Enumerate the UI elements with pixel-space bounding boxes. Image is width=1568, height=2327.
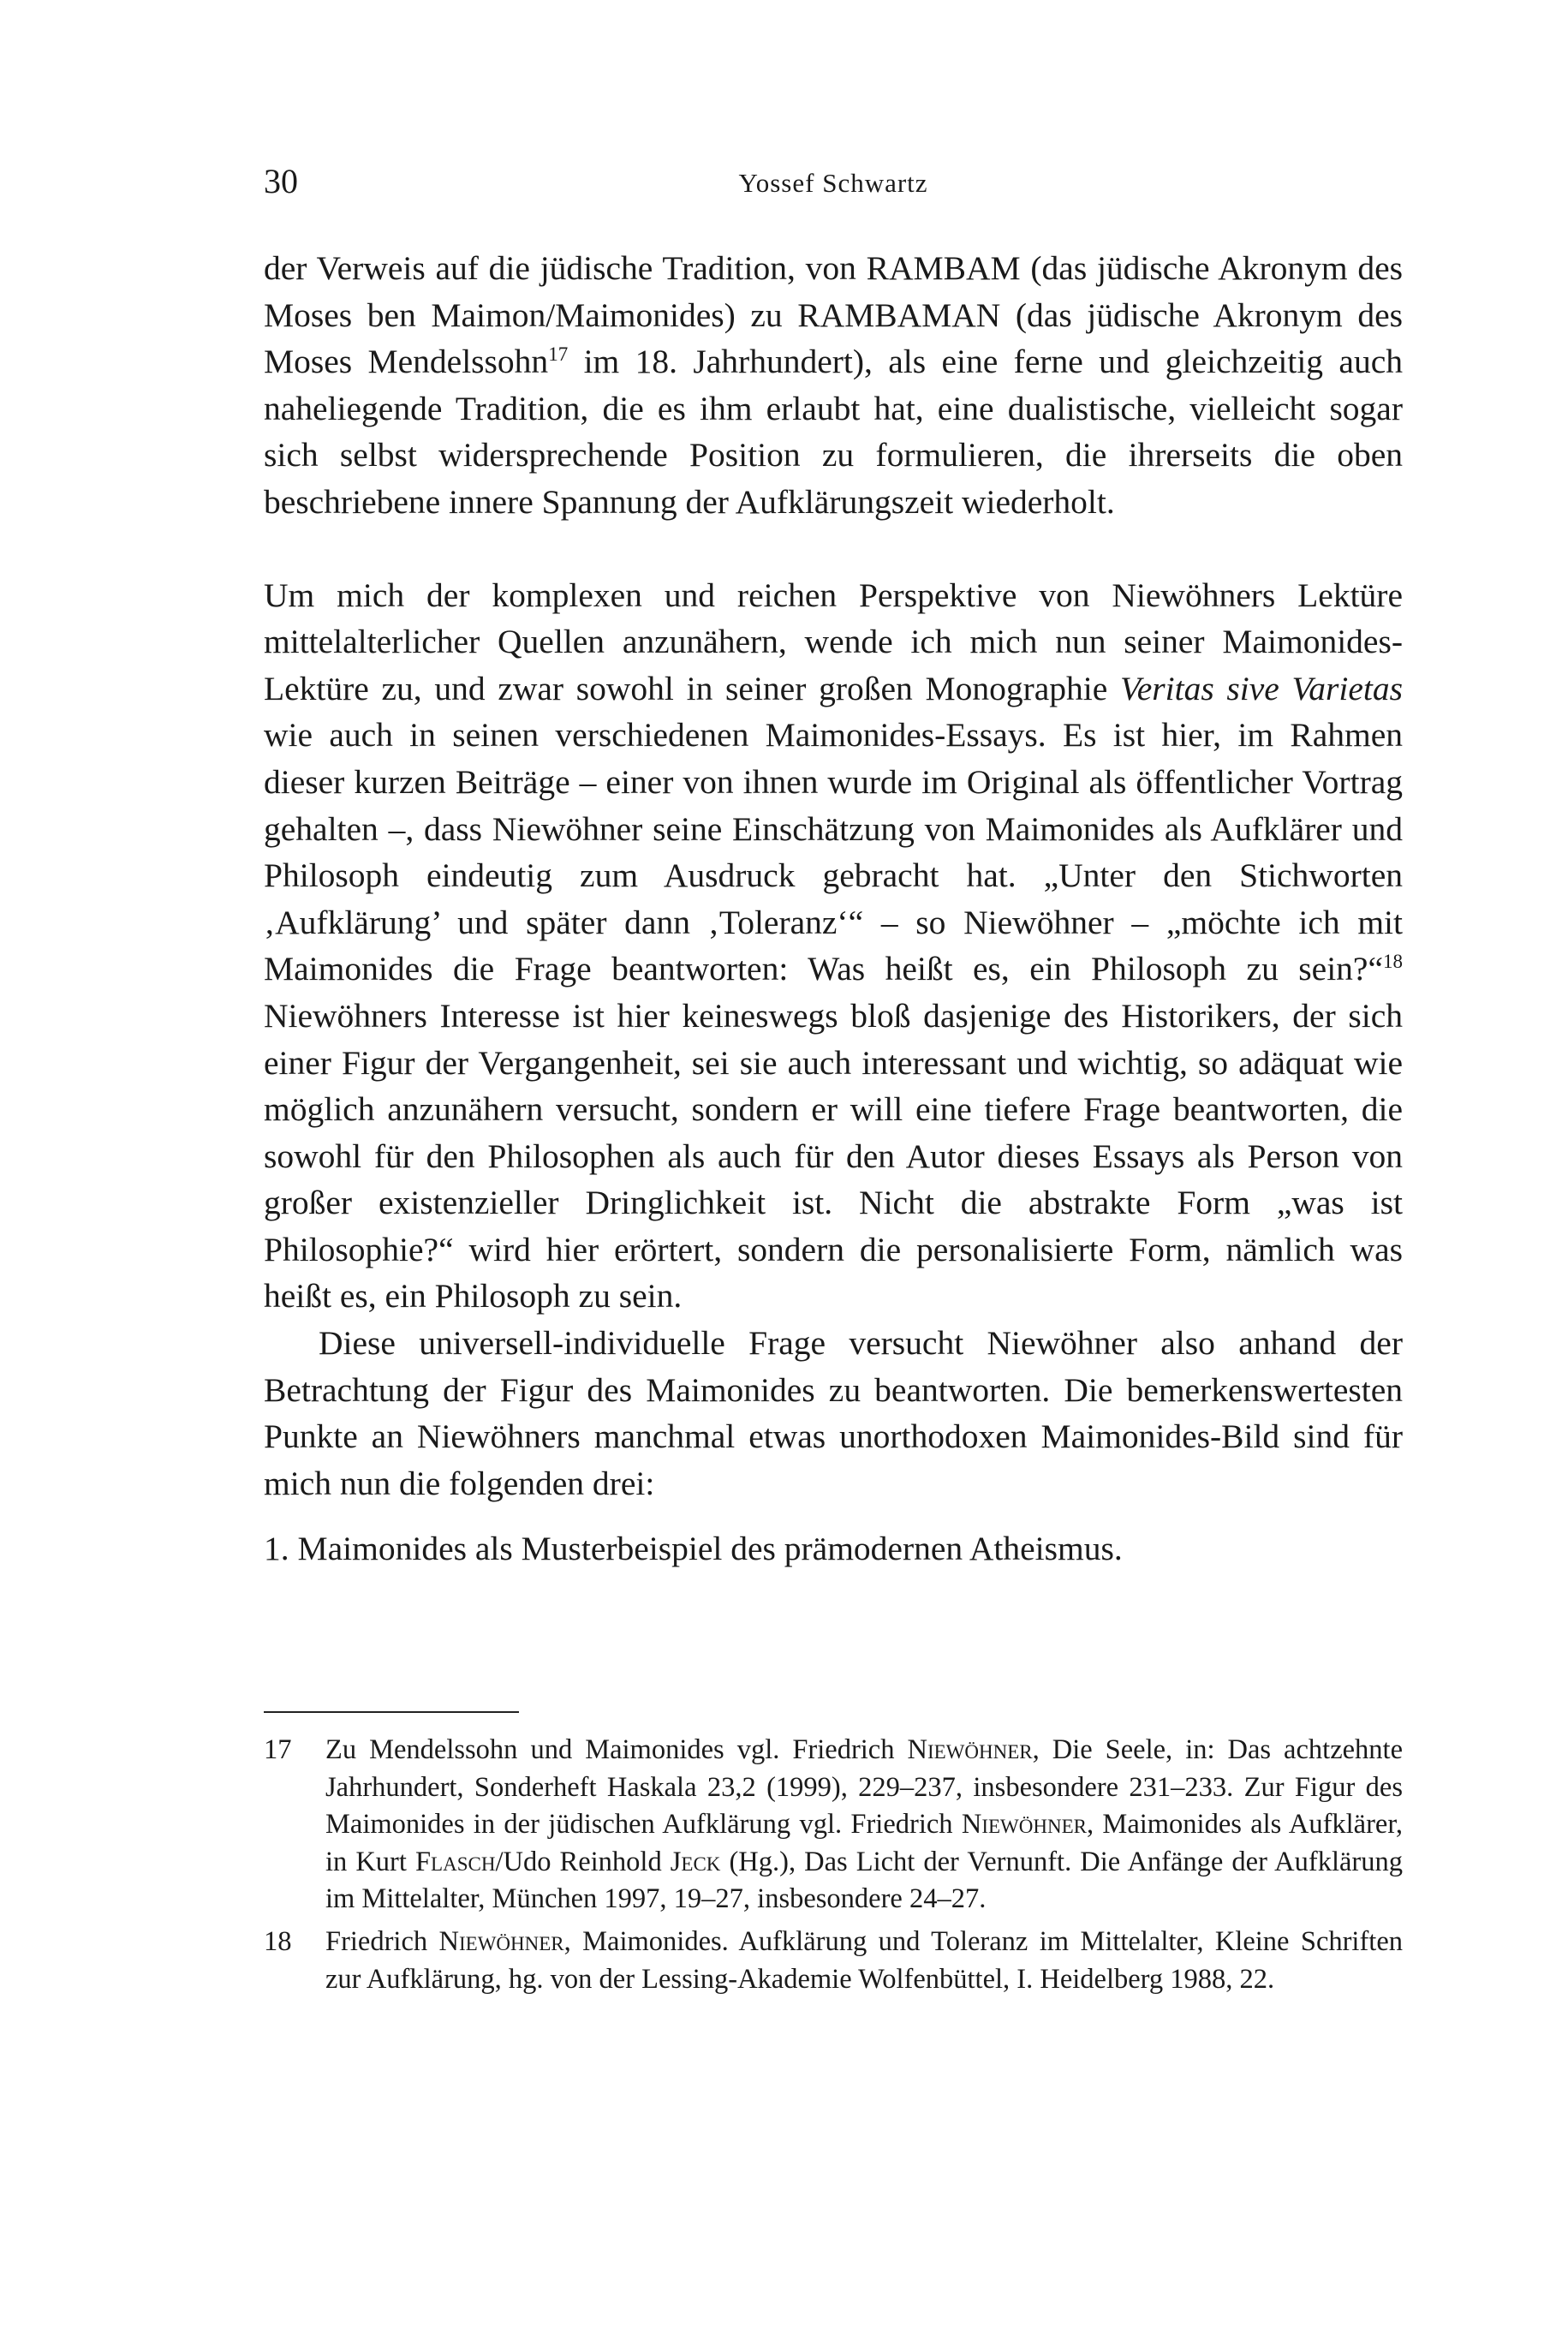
footnotes xyxy=(264,1732,1403,2003)
running-head: Yossef Schwartz xyxy=(738,168,928,198)
author-name: Jeck xyxy=(670,1846,721,1877)
paragraph-2 xyxy=(264,572,1403,1321)
footnote-17 xyxy=(264,1732,1403,1918)
paragraph-2-text-a: Um mich der komplexen und reichen Perspektive von Niewöhners Lektüre mittelalterlicher Quellen anzunähern, wende ich mich nun seiner Maimonides-Lektüre zu, und zwar sowohl in seiner großen Monographie xyxy=(264,576,1403,707)
author-name: Niewöhner xyxy=(438,1925,564,1957)
footnote-17-part-5: (Hg.), Das Licht der Vernunft. Die Anfänge der Aufklärung im Mittelalter, München 1997, 19–27, insbesondere 24–27. xyxy=(325,1846,1403,1915)
list-item-1: 1. Maimonides als Musterbeispiel des prämodernen Atheismus. xyxy=(264,1530,1123,1568)
page-number: 30 xyxy=(264,162,298,200)
paragraph-1-text-a: der Verweis auf die jüdische Tradition, von RAMBAM (das jüdische Akronym des Moses ben Maimon/Maimonides) zu RAMBAMAN (das jüdische Akronym des Moses Mendelssohn xyxy=(264,249,1403,381)
paragraph-3: Diese universell-individuelle Frage versucht Niewöhner also anhand der Betrachtung der Figur des Maimonides zu beantworten. Die bemerkenswertesten Punkte an Niewöhners manchmal etwas unorthodoxen Maimonides-Bild sind für mich nun die folgenden drei: xyxy=(264,1324,1403,1502)
footnote-18 xyxy=(264,1924,1403,1998)
footnote-separator xyxy=(264,1711,519,1713)
footnote-ref-17: 17 xyxy=(548,343,569,366)
footnote-17-part-1: Zu Mendelssohn und Maimonides vgl. Friedrich xyxy=(325,1734,908,1765)
paragraph-1 xyxy=(264,245,1403,526)
footnote-text xyxy=(325,1924,1403,1998)
author-name: Niewöhner xyxy=(961,1809,1087,1841)
footnote-text xyxy=(325,1732,1403,1918)
footnote-ref-18: 18 xyxy=(1383,951,1403,973)
footnote-number: 18 xyxy=(264,1925,292,1957)
footnote-17-part-4: /Udo Reinhold xyxy=(495,1846,671,1877)
paragraph-1-text-b: im 18. Jahrhundert), als eine ferne und gleichzeitig auch naheliegende Tradition, die es ihm erlaubt hat, eine dualistische, vielleicht sogar sich selbst widersprechende Position zu formulieren, die ihrerseits die oben beschriebene innere Spannung der Aufklärungszeit wiederholt. xyxy=(264,343,1403,521)
footnote-number: 17 xyxy=(264,1734,292,1765)
book-title-veritas: Veritas sive Varietas xyxy=(1119,669,1404,707)
footnote-17-part-3: , Maimonides als Aufklärer, in Kurt xyxy=(325,1809,1404,1877)
author-name: Niewöhner xyxy=(907,1734,1033,1765)
footnote-18-part-1: Friedrich xyxy=(325,1925,439,1957)
paragraph-2-text-b: wie auch in seinen verschiedenen Maimonides-Essays. Es ist hier, im Rahmen dieser kurzen Beiträge – einer von ihnen wurde im Original als öffentlicher Vortrag gehalten –, dass Niewöhner seine Einschätzung von Maimonides als Aufklärer und Philosoph eindeutig zum Ausdruck gebracht hat. „Unter den Stichworten ‚Aufklärung’ und später dann ‚Toleranz‘“ – so Niewöhner – „möchte ich mit Maimonides die Frage beantworten: Was heißt es, ein Philosoph zu sein?“ xyxy=(264,716,1403,988)
footnote-17-part-2: , Die Seele, in: Das achtzehnte Jahrhundert, Sonderheft Haskala 23,2 (1999), 229–237, insbesondere 231–233. Zur Figur des Maimonides in der jüdischen Aufklärung vgl. Friedrich xyxy=(325,1734,1403,1841)
paragraph-2-text-c: Niewöhners Interesse ist hier keineswegs bloß dasjenige des Historikers, der sich einer Figur der Vergangenheit, sei sie auch interessant und wichtig, so adäquat wie möglich anzunähern versucht, sondern er will eine tiefere Frage beantworten, die sowohl für den Philosophen als auch für den Autor dieses Essays als Person von großer existenzieller Dringlichkeit ist. Nicht die abstrakte Form „was ist Philosophie?“ wird hier erörtert, sondern die personalisierte Form, nämlich was heißt es, ein Philosoph zu sein. xyxy=(264,996,1403,1316)
body-text xyxy=(264,245,1403,1572)
page-header xyxy=(264,161,1403,212)
footnote-18-part-2: , Maimonides. Aufklärung und Toleranz im Mittelalter, Kleine Schriften zur Aufklärung, hg. von der Lessing-Akademie Wolfenbüttel, I. Heidelberg 1988, 22. xyxy=(325,1925,1403,1995)
author-name: Flasch xyxy=(414,1846,496,1877)
